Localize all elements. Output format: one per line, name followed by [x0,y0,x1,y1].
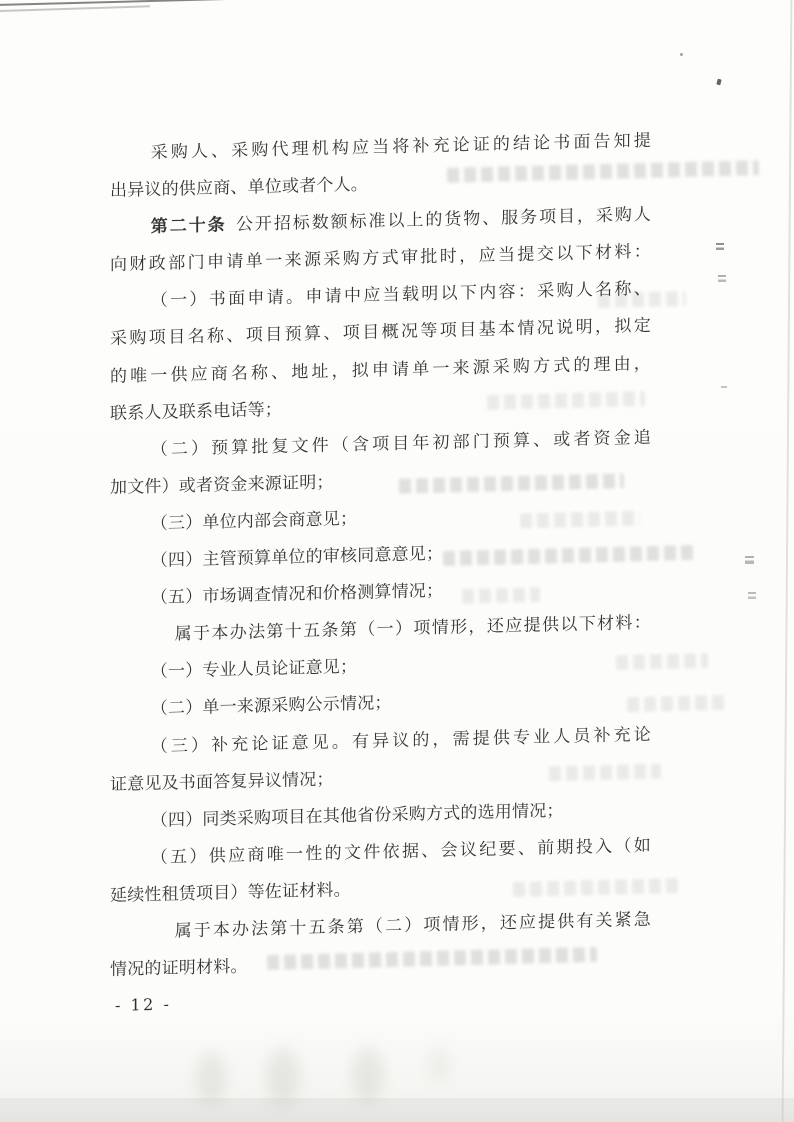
ink-speck-artifact [721,386,727,388]
list-item-line: （一）专业人员论证意见； [150,657,358,683]
ink-speck-artifact [718,275,726,282]
paragraph-line: 情况的证明材料。 [110,956,248,981]
document-body [110,123,651,1015]
paragraph-line: 的唯一供应商名称、地址，拟申请单一来源采购方式的理由， [110,353,651,387]
article-number: 第二十条 [150,215,227,238]
paragraph-line: 联系人及联系电话等； [110,399,282,424]
paragraph-line: 属于本办法第十五条第（二）项情形，还应提供有关紧急 [174,909,651,942]
list-item-line: （五）市场调查情况和价格测算情况； [150,580,444,609]
paragraph-line: 加文件）或者资金来源证明； [110,472,334,498]
page-number: - 12 - [115,994,172,1016]
ink-speck-artifact [748,592,756,599]
smudge-artifact [196,1052,226,1104]
article-text: 公开招标数额标准以上的货物、服务项目，采购人 [235,204,651,236]
list-item-line: （四）主管预算单位的审核同意意见； [150,543,444,572]
ink-speck-artifact [716,243,724,250]
ink-speck-artifact [716,79,721,86]
scan-edge-line-artifact [0,0,421,6]
list-item-line: （三）单位内部会商意见； [150,508,358,534]
paragraph-line: 延续性租赁项目）等佐证材料。 [110,879,351,906]
ink-speck-artifact [680,53,683,56]
smudge-artifact [428,1046,450,1084]
paragraph-line: 证意见及书面答复异议情况； [110,769,334,795]
list-item-line: （一）书面申请。申请中应当载明以下内容：采购人名称、 [150,279,651,312]
ink-speck-artifact [745,556,754,564]
page-edge-shadow [782,0,792,1122]
paragraph-line: 属于本办法第十五条第（一）项情形，还应提供以下材料： [174,612,651,645]
scan-bottom-shadow [0,1098,794,1122]
paragraph-line: 向财政部门申请单一来源采购方式审批时，应当提交以下材料： [110,242,651,276]
list-item-line: （三）补充论证意见。有异议的，需提供专业人员补充论 [150,724,651,757]
list-item-line: （二）单一来源采购公示情况； [150,693,392,720]
smudge-artifact [352,1048,384,1102]
list-item-line: （四）同类采购项目在其他省份采购方式的选用情况； [150,800,564,831]
smudge-artifact [266,1048,300,1106]
paragraph-line: 出异议的供应商、单位或者个人。 [110,174,368,202]
paragraph-line: 采购人、采购代理机构应当将补充论证的结论书面告知提 [150,130,651,164]
scan-edge-line-echo-artifact [0,5,150,11]
list-item-line: （五）供应商唯一性的文件依据、会议纪要、前期投入（如 [150,835,651,868]
paragraph-line: 采购项目名称、项目预算、项目概况等项目基本情况说明，拟定 [110,316,651,350]
list-item-line: （二）预算批复文件（含项目年初部门预算、或者资金追 [150,427,651,460]
